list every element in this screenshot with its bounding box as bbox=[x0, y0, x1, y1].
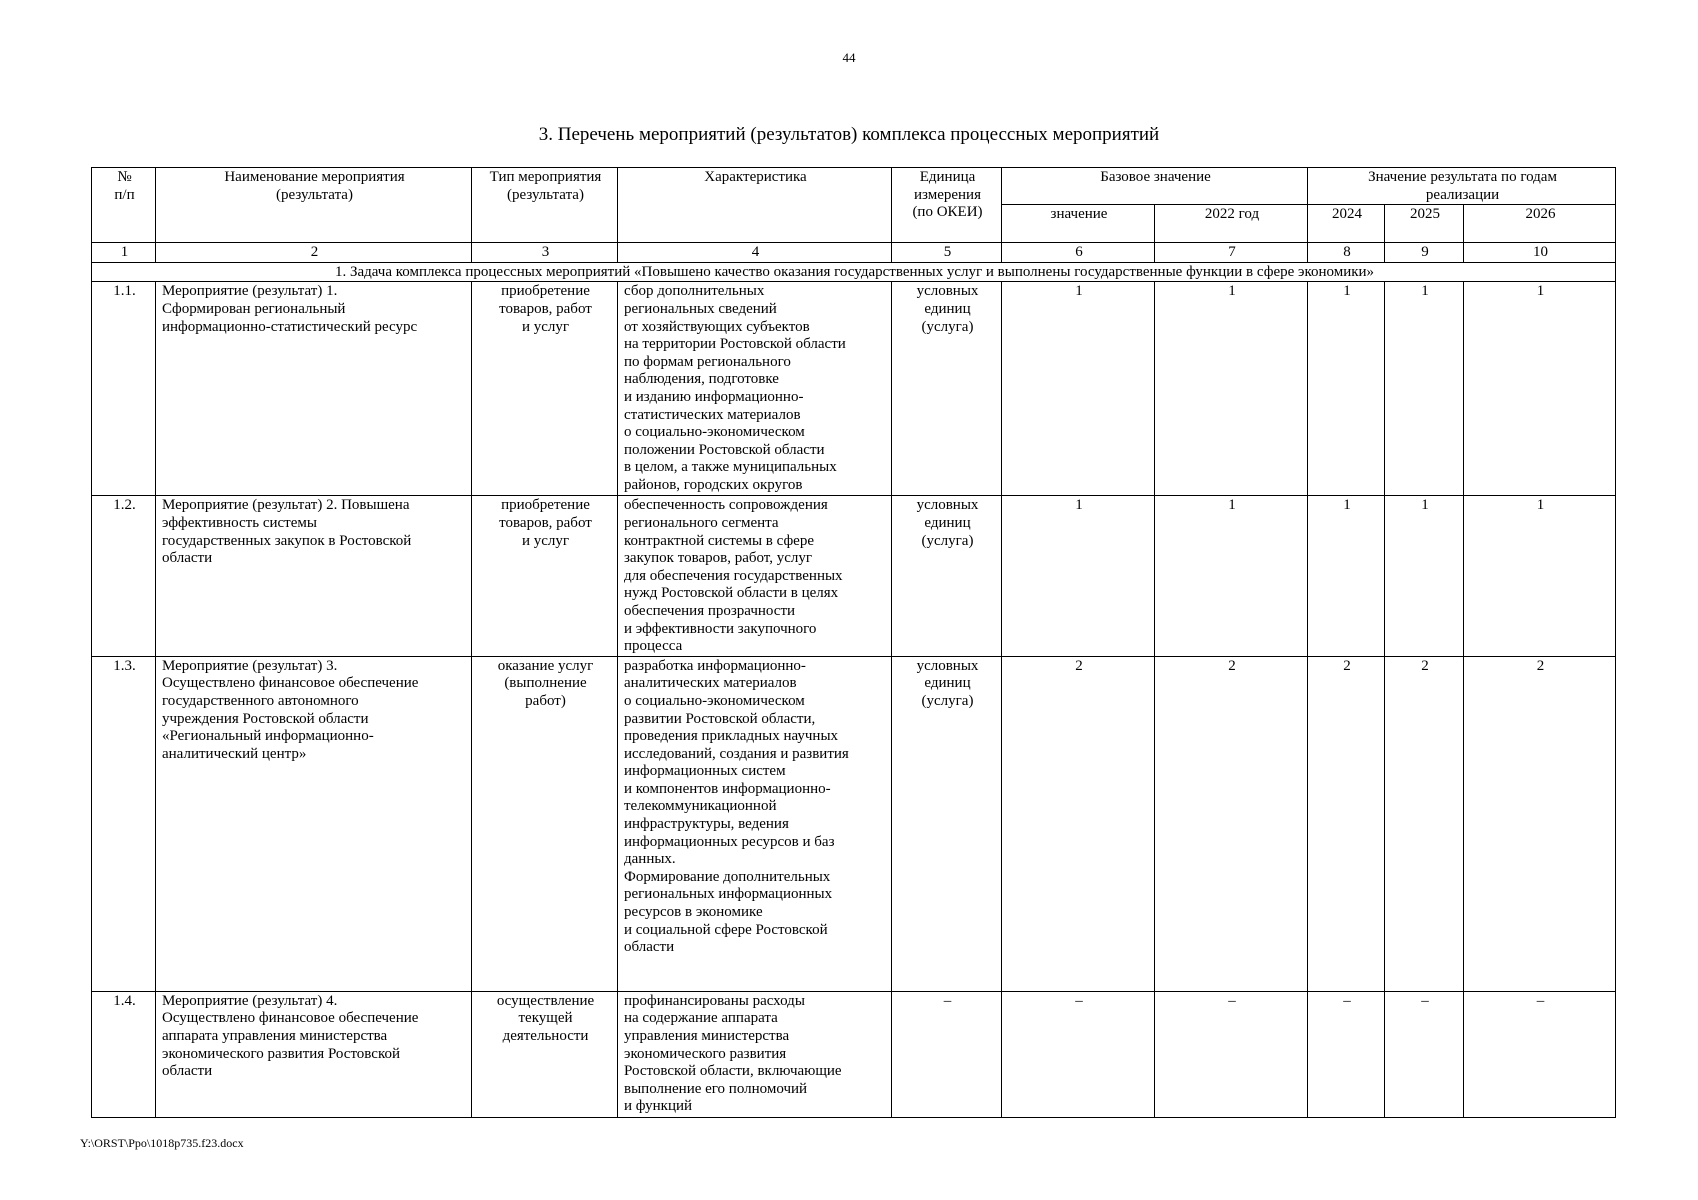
activity-type: оказание услуг (выполнение работ) bbox=[472, 656, 618, 991]
table-row bbox=[92, 496, 1616, 656]
value-2025: 1 bbox=[1385, 496, 1464, 656]
base-value: 1 bbox=[1002, 282, 1155, 496]
row-number: 1.1. bbox=[92, 282, 156, 496]
activity-characteristic: разработка информационно- аналитических материалов о социально-экономическом развитии Ростовской области, проведения прикладных научных исследований, создания и развития информационных систем и компонентов информационно- телекоммуникационной инфраструктуры, ведения информационных ресурсов и баз данных. Формирование дополнительных региональных информационных ресурсов в экономике и социальной сфере Ростовской области bbox=[618, 656, 892, 991]
value-2024: – bbox=[1308, 991, 1385, 1117]
value-2025: 2 bbox=[1385, 656, 1464, 991]
table-row bbox=[92, 991, 1616, 1117]
value-2026: 1 bbox=[1464, 496, 1616, 656]
base-value: 1 bbox=[1002, 496, 1155, 656]
activity-unit: условных единиц (услуга) bbox=[892, 496, 1002, 656]
column-number: 9 bbox=[1385, 243, 1464, 263]
column-number: 6 bbox=[1002, 243, 1155, 263]
activity-characteristic: обеспеченность сопровождения регионального сегмента контрактной системы в сфере закупок товаров, работ, услуг для обеспечения государственных нужд Ростовской области в целях обеспечения прозрачности и эффективности закупочного процесса bbox=[618, 496, 892, 656]
page-number: 44 bbox=[842, 50, 856, 65]
value-2024: 1 bbox=[1308, 496, 1385, 656]
header-base: Базовое значение bbox=[1002, 168, 1308, 205]
value-2026: 1 bbox=[1464, 282, 1616, 496]
base-year-value: 1 bbox=[1155, 282, 1308, 496]
table-row bbox=[92, 656, 1616, 991]
value-2026: 2 bbox=[1464, 656, 1616, 991]
column-number: 2 bbox=[156, 243, 472, 263]
activity-name: Мероприятие (результат) 4. Осуществлено финансовое обеспечение аппарата управления министерства экономического развития Ростовской области bbox=[156, 991, 472, 1117]
column-number: 4 bbox=[618, 243, 892, 263]
task-heading-row: 1. Задача комплекса процессных мероприятий «Повышено качество оказания государственных услуг и выполнены государственные функции в сфере экономики» bbox=[92, 262, 1616, 282]
value-2025: – bbox=[1385, 991, 1464, 1117]
column-number: 5 bbox=[892, 243, 1002, 263]
column-number: 10 bbox=[1464, 243, 1616, 263]
header-year-2026: 2026 bbox=[1464, 205, 1616, 243]
activity-unit: условных единиц (услуга) bbox=[892, 656, 1002, 991]
header-year-2024: 2024 bbox=[1308, 205, 1385, 243]
row-number: 1.2. bbox=[92, 496, 156, 656]
row-number: 1.3. bbox=[92, 656, 156, 991]
base-value: 2 bbox=[1002, 656, 1155, 991]
table-row bbox=[92, 282, 1616, 496]
column-number: 3 bbox=[472, 243, 618, 263]
activity-unit: условных единиц (услуга) bbox=[892, 282, 1002, 496]
column-number: 1 bbox=[92, 243, 156, 263]
base-value: – bbox=[1002, 991, 1155, 1117]
base-year-value: 2 bbox=[1155, 656, 1308, 991]
header-year-2025: 2025 bbox=[1385, 205, 1464, 243]
value-2025: 1 bbox=[1385, 282, 1464, 496]
header-type: Тип мероприятия (результата) bbox=[472, 168, 618, 243]
activity-type: приобретение товаров, работ и услуг bbox=[472, 282, 618, 496]
page-title: 3. Перечень мероприятий (результатов) комплекса процессных мероприятий bbox=[538, 124, 1160, 145]
column-number: 8 bbox=[1308, 243, 1385, 263]
header-base-value: значение bbox=[1002, 205, 1155, 243]
base-year-value: – bbox=[1155, 991, 1308, 1117]
header-num: № п/п bbox=[92, 168, 156, 243]
activity-unit: – bbox=[892, 991, 1002, 1117]
value-2024: 1 bbox=[1308, 282, 1385, 496]
value-2026: – bbox=[1464, 991, 1616, 1117]
activities-table bbox=[91, 167, 1616, 1118]
header-unit: Единица измерения (по ОКЕИ) bbox=[892, 168, 1002, 243]
activity-characteristic: профинансированы расходы на содержание аппарата управления министерства экономического развития Ростовской области, включающие выполнение его полномочий и функций bbox=[618, 991, 892, 1117]
header-characteristic: Характеристика bbox=[618, 168, 892, 243]
activity-name: Мероприятие (результат) 3. Осуществлено финансовое обеспечение государственного автономного учреждения Ростовской области «Региональный информационно- аналитический центр» bbox=[156, 656, 472, 991]
file-path-footer: Y:\ORST\Ppo\1018p735.f23.docx bbox=[80, 1136, 244, 1150]
activity-type: приобретение товаров, работ и услуг bbox=[472, 496, 618, 656]
base-year-value: 1 bbox=[1155, 496, 1308, 656]
activity-characteristic: сбор дополнительных региональных сведений от хозяйствующих субъектов на территории Ростовской области по формам регионального наблюдения, подготовке и изданию информационно- статистических материалов о социально-экономическом положении Ростовской области в целом, а также муниципальных районов, городских округов bbox=[618, 282, 892, 496]
header-base-year: 2022 год bbox=[1155, 205, 1308, 243]
activity-name: Мероприятие (результат) 1. Сформирован региональный информационно-статистический ресурс bbox=[156, 282, 472, 496]
row-number: 1.4. bbox=[92, 991, 156, 1117]
activity-name: Мероприятие (результат) 2. Повышена эффективность системы государственных закупок в Ростовской области bbox=[156, 496, 472, 656]
header-name: Наименование мероприятия (результата) bbox=[156, 168, 472, 243]
header-result-by-years: Значение результата по годам реализации bbox=[1308, 168, 1616, 205]
activity-type: осуществление текущей деятельности bbox=[472, 991, 618, 1117]
column-number: 7 bbox=[1155, 243, 1308, 263]
value-2024: 2 bbox=[1308, 656, 1385, 991]
